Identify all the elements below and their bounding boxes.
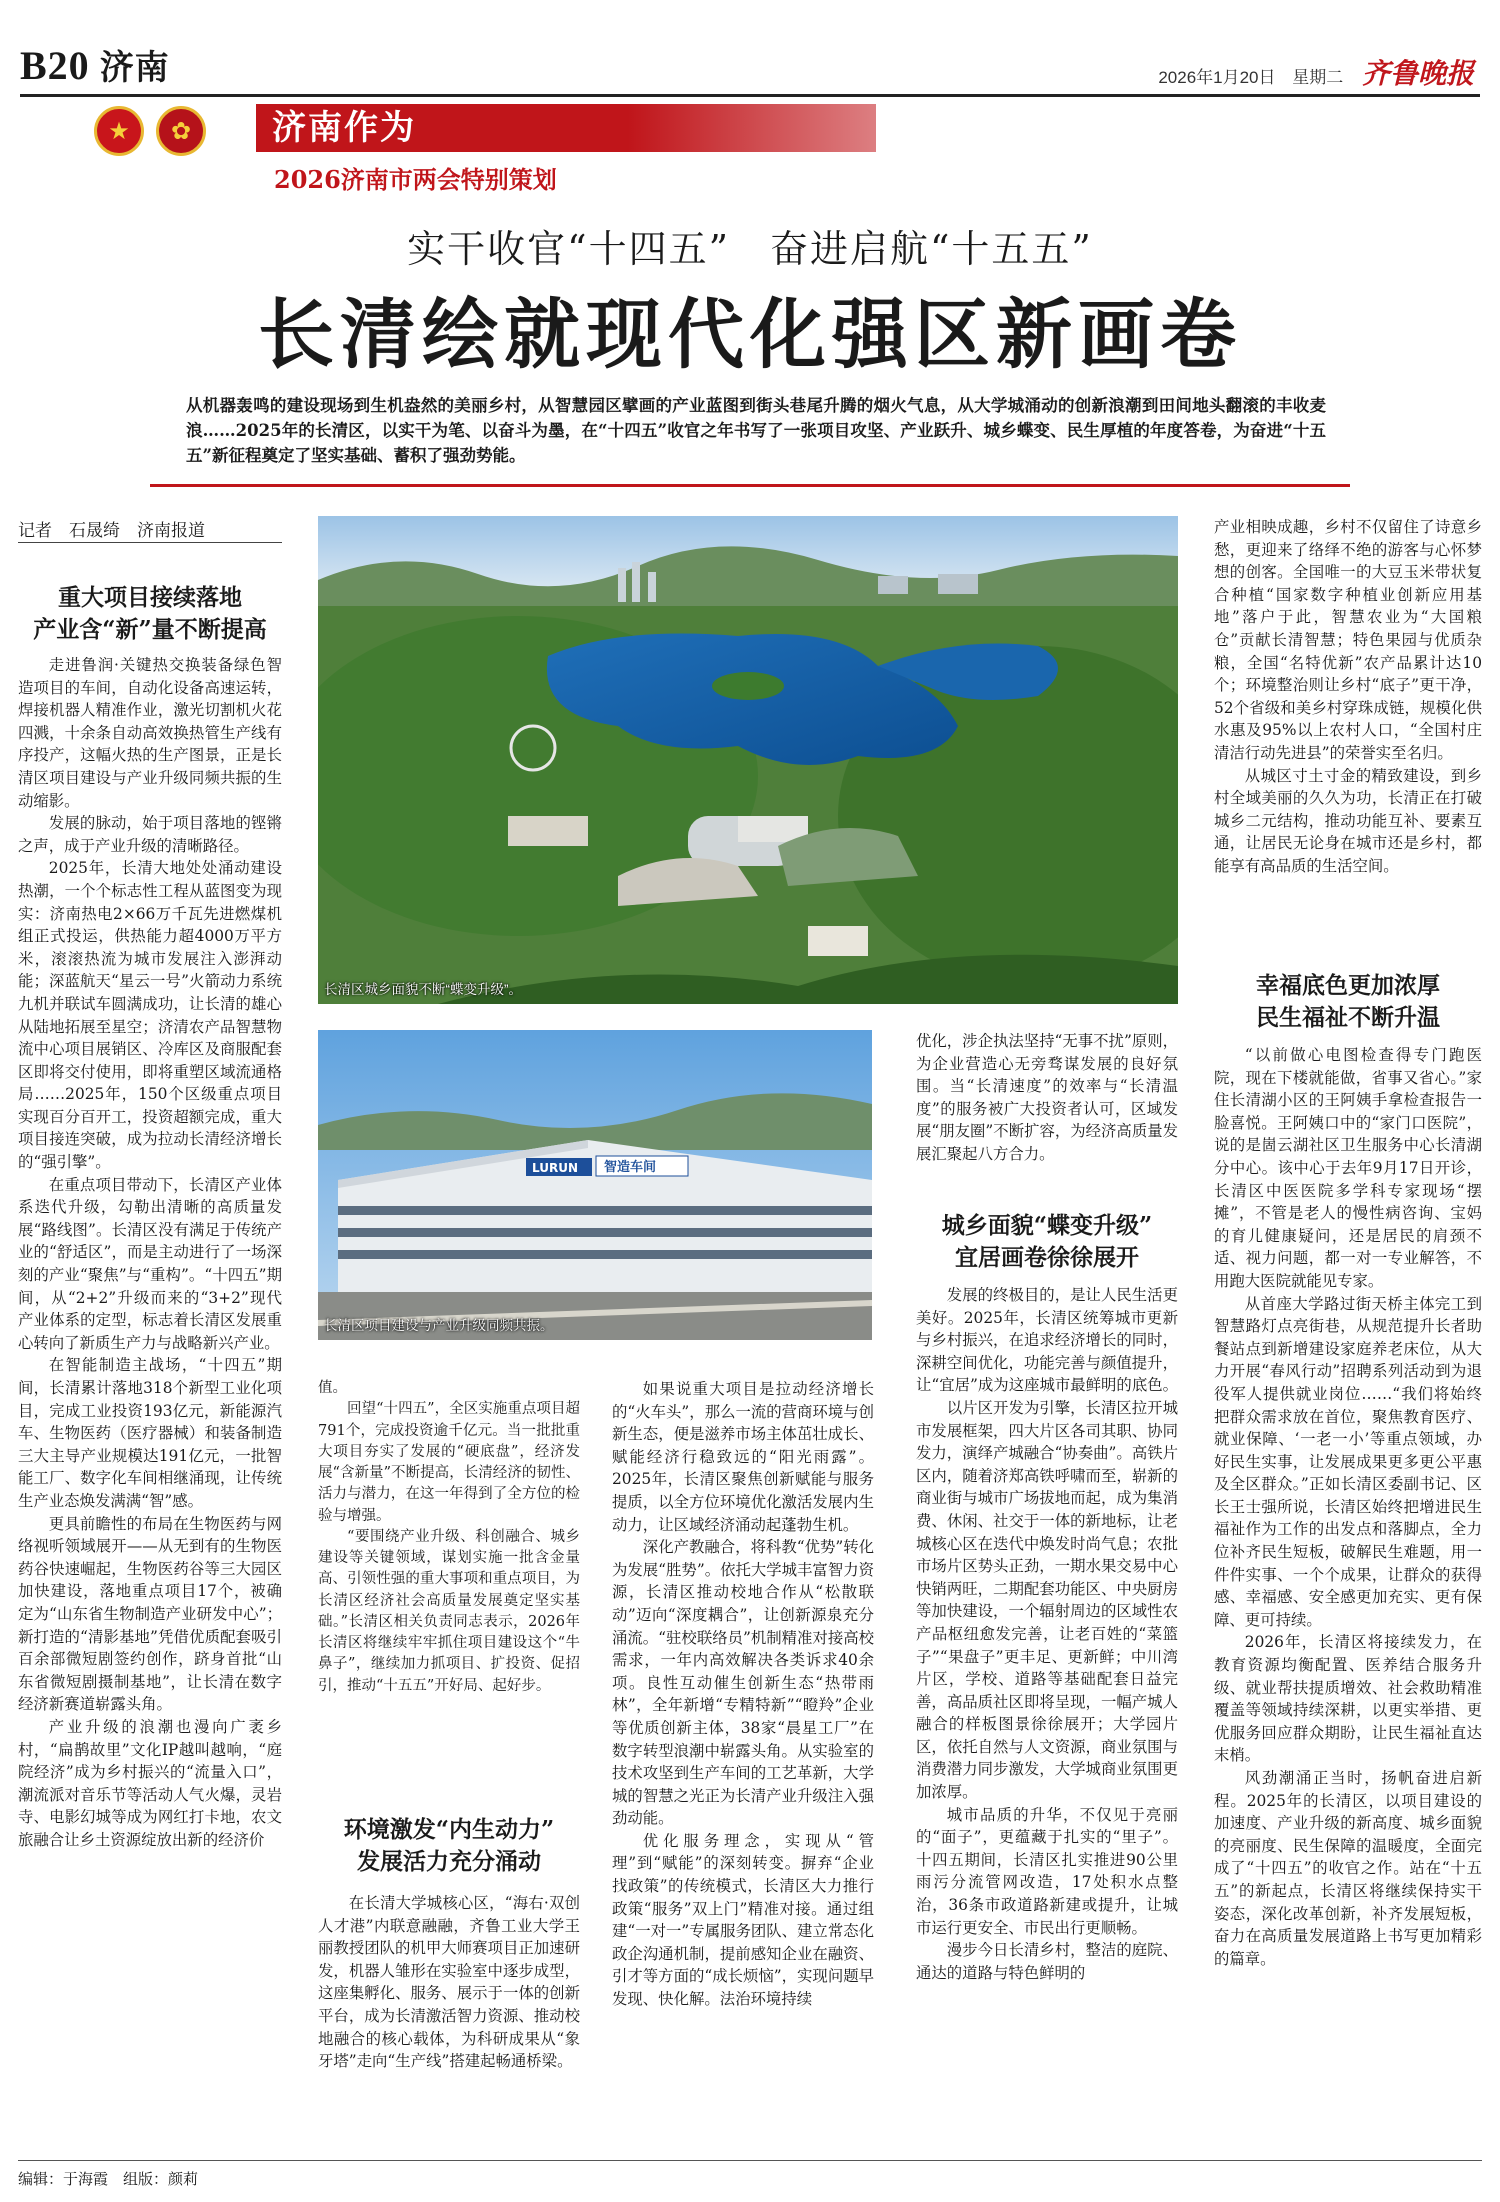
paragraph: 在智能制造主战场，“十四五”期间，长清累计落地318个新型工业化项目，完成工业投资193亿元，新能源汽车、生物医药（医疗器械）和装备制造三大主导产业规模达191亿元，一批智能工厂、数字化车间相继涌现，让传统生产业态焕发满满“智”感。 [18, 1356, 282, 1510]
column-3 [612, 1378, 874, 2138]
aerial-lake-photo [318, 516, 1178, 1004]
subheading-livelihood [1214, 970, 1482, 1034]
newspaper-brand-logo: 齐鲁晚报 [1361, 57, 1474, 90]
editor-credits: 编辑：于海霞 组版：颜莉 [18, 2171, 199, 2188]
factory-sign: 智造车间 [604, 1160, 657, 1175]
lead-divider [150, 484, 1350, 487]
paragraph: 2025年，长清大地处处涌动建设热潮，一个个标志性工程从蓝图变为现实：济南热电2×66万千瓦先进燃煤机组正式投运，供热能力超4000万平方米，滚滚热流为城市发展注入澎湃动能；深蓝航天“星云一号”火箭动力系统九机并联试车圆满成功，让长清的雄心从陆地拓展至星空；济清农产品智慧物流中心项目展销区、冷库区及商服配套区即将交付使用，即将重塑区域流通格局……2025年，150个区级重点项目实现百分百开工，投资超额完成，重大项目接连突破，成为拉动长清经济增长的“强引擎”。 [18, 859, 282, 1172]
article-headline: 长清绘就现代化强区新画卷 [258, 290, 1242, 379]
paragraph: 2026年，长清区将接续发力，在教育资源均衡配置、医养结合服务升级、就业帮扶提质增效、社会救助精准覆盖等领域持续深耕，以更实举措、更优服务回应群众期盼，让民生福祉直达末梢。 [1214, 1633, 1482, 1765]
paragraph: 值。 [318, 1380, 347, 1396]
photo-caption: 长清区项目建设与产业升级同频共振。 [324, 1318, 554, 1333]
paragraph: 从首座大学路过街天桥主体完工到智慧路灯点亮街巷，从规范提升长者助餐站点到新增建设家庭养老床位，从大力开展“春风行动”招聘系列活动到为退役军人提供就业岗位……“我们将始终把群众需求放在首位，聚焦教育医疗、就业保障、‘一老一小’等重点领域，办好民生实事，让发展成果更多更公平惠及全区群众。”正如长清区委副书记、区长王士强所说，长清区始终把增进民生福祉作为工作的出发点和落脚点，全力位补齐民生短板，破解民生难题，用一件件实事、一个个成果，让群众的获得感、幸福感、安全感更加充实、更有保障、更可持续。 [1214, 1294, 1482, 1629]
paragraph: 优化服务理念，实现从“管理”到“赋能”的深刻转变。摒弃“企业找政策”的传统模式，长清区大力推行政策“服务”双上门”精准对接。通过组建“一对一”专属服务团队、建立常态化政企沟通机制，提前感知企业在融资、引才等方面的“成长烦恼”，实现问题早发现、快化解。法治环境持续 [612, 1831, 874, 2009]
column-4-bottom [1214, 1044, 1482, 2144]
paragraph: 以片区开发为引擎，长清区拉开城市发展框架，四大片区各司其职、协同发力，演绎产城融合“协奏曲”。高铁片区内，随着济郑高铁呼啸而至，崭新的商业街与城市广场拔地而起，成为集消费、休闲、社交于一体的新地标，让老城核心区在迭代中焕发时尚气息；农批市场片区势头正劲，一期水果交易中心快销两旺，二期配套功能区、中央厨房等加快建设，一个辐射周边的区域性农产品枢纽愈发完善，让老百姓的“菜篮子”“果盘子”更丰足、更新鲜；中川湾片区，学校、道路等基础配套日益完善，高品质社区即将呈现，一幅产城人融合的样板图景徐徐展开；大学园片区，依托自然与人文资源，商业氛围与消费潜力同步激发，大学城商业氛围更加浓厚。 [916, 1398, 1178, 1802]
article-kicker: 实干收官“十四五” 奋进启航“十五五” [407, 227, 1093, 271]
paragraph: 优化，涉企执法坚持“无事不扰”原则，为企业营造心无旁骛谋发展的良好氛围。当“长清速度”的效率与“长清温度”的服务被广大投资者认可，区域发展“朋友圈”不断扩容，为经济高质量发展汇聚起八方合力。 [916, 1032, 1178, 1163]
subheading-environment [318, 1814, 580, 1878]
factory-illustration [318, 1030, 872, 1340]
subheading-line: 重大项目接续落地 产业含“新”量不断提高 [33, 584, 267, 643]
paragraph: 深化产教融合，将科教“优势”转化为发展“胜势”。依托大学城丰富智力资源，长清区推动校地合作从“松散联动”迈向“深度耦合”，让创新源泉充分涌流。“驻校联络员”机制精准对接高校需求，一年内高效解决各类诉求40余项。良性互动催生创新生态“热带雨林”，全年新增“专精特新”“瞪羚”企业等优质创新主体，38家“晨星工厂”在数字转型浪潮中崭露头角。从实验室的技术攻坚到生产车间的工艺革新，大学城的智慧之光正为长清产业升级注入强劲动能。 [612, 1538, 875, 1828]
column-3b-top [916, 1030, 1178, 1200]
issue-weekday: 星期二 [1292, 68, 1344, 87]
column-1 [18, 654, 282, 2146]
paragraph: 发展的终极目的，是让人民生活更美好。2025年，长清区统筹城市更新与乡村振兴，在追求经济增长的同时，深耕空间优化，功能完善与颜值提升，让“宜居”成为这座城市最鲜明的底色。 [916, 1286, 1178, 1395]
section-title: 济南作为 [272, 108, 416, 148]
section-city: 济南 [99, 50, 170, 87]
paragraph: 从城区寸土寸金的精致建设，到乡村全域美丽的久久为功，长清正在打破城乡二元结构，推动功能互补、要素互通，让居民无论身在城市还是乡村，都能享有高品质的生活空间。 [1214, 766, 1482, 875]
paragraph: 发展的脉动，始于项目落地的铿锵之声，成于产业升级的清晰路径。 [18, 814, 282, 855]
paragraph: 产业相映成趣，乡村不仅留住了诗意乡愁，更迎来了络绎不绝的游客与心怀梦想的创客。全国唯一的大豆玉米带状复合种植“国家数字种植业创新应用基地”落户于此，智慧农业为“大国粮仓”贡献长清智慧；特色果园与优质杂粮，全国“名特优新”农产品累计达10个；环境整治则让乡村“底子”更干净，52个省级和美乡村穿珠成链，规模化供水惠及95%以上农村人口，“全国村庄清洁行动先进县”的荣誉实至名归。 [1214, 518, 1482, 762]
cppcc-emblem-icon: ✿ [156, 106, 206, 156]
paragraph: 风劲潮涌正当时，扬帆奋进启新程。2025年的长清区，以项目建设的加速度、产业升级的新高度、城乡面貌的亮丽度、民生保障的温暖度，全面完成了“十四五”的收官之作。站在“十五五”的新起点，长清区将继续保持实干姿态，深化改革创新，补齐发展短板，奋力在高质量发展道路上书写更加精彩的篇章。 [1214, 1769, 1482, 1968]
column-2-bottom [318, 1892, 580, 2142]
article-lead: 从机器轰鸣的建设现场到生机盎然的美丽乡村，从智慧园区擘画的产业蓝图到街头巷尾升腾的烟火气息，从大学城涌动的创新浪潮到田间地头翻滚的丰收麦浪……2025年的长清区，以实干为笔、以奋斗为墨，在“十四五”收官之年书写了一张项目攻坚、产业跃升、城乡蝶变、民生厚植的年度答卷，为奋进“十五五”新征程奠定了坚实基础、蓄积了强劲势能。 [186, 396, 1326, 465]
svg-text:LURUN: LURUN [532, 1161, 578, 1175]
paragraph: 漫步今日长清乡村，整洁的庭院、通达的道路与特色鲜明的 [916, 1941, 1178, 1982]
paragraph: 更具前瞻性的布局在生物医药与网络视听领域展开——从无到有的生物医药谷快速崛起，生物医药谷等三大园区加快建设，落地重点项目17个，被确定为“山东省生物制造产业研发中心”；新打造的“清影基地”凭借优质配套吸引百余部微短剧签约创作，跻身首批“山东省微短剧摄制基地”，让长清在数字经济新赛道崭露头角。 [18, 1514, 282, 1714]
masthead-info [1158, 52, 1474, 92]
subheading-line: 环境激发“内生动力” 发展活力充分涌动 [343, 1816, 555, 1875]
page-number: B20 [20, 43, 90, 88]
paragraph: “要围绕产业升级、科创融合、城乡建设等关键领域，谋划实施一批含金量高、引领性强的重大事项和重点项目，为长清区经济社会高质量发展奠定坚实基础。”长清区相关负责同志表示，2026年长清区将继续牢牢抓住项目建设这个“牛鼻子”，继续加力抓项目、扩投资、促招引，推动“十五五”开好局、起好步。 [318, 1528, 580, 1694]
paragraph: 城市品质的升华，不仅见于亮丽的“面子”，更蕴藏于扎实的“里子”。十四五期间，长清区扎实推进90公里雨污分流管网改造，17处积水点整治，36条市政道路新建或提升，让城市运行更安全、市民出行更顺畅。 [916, 1805, 1178, 1937]
section-subtitle: 2026济南市两会特别策划 [274, 165, 557, 194]
column-3b-bottom [916, 1284, 1178, 2144]
page-code [20, 40, 170, 89]
subheading-major-projects [18, 582, 282, 646]
subheading-line: 城乡面貌“蝶变升级” 宜居画卷徐徐展开 [941, 1212, 1153, 1271]
paragraph: 走进鲁润·关键热交换装备绿色智造项目的车间，自动化设备高速运转，焊接机器人精准作业，激光切割机火花四溅，十余条自动高效换热管生产线有序投产，这幅火热的生产图景，正是长清区项目建设与产业升级同频共振的生动缩影。 [18, 656, 282, 810]
national-emblem-icon: ★ [94, 106, 144, 156]
paragraph: “以前做心电图检查得专门跑医院，现在下楼就能做，省事又省心。”家住长清湖小区的王阿姨手拿检查报告一脸喜悦。王阿姨口中的“家门口医院”，说的是崮云湖社区卫生服务中心长清湖分中心。该中心于去年9月17日开诊，长清区中医医院多学科专家现场“摆摊”，不管是老人的慢性病咨询、宝妈的育儿健康疑问，还是居民的肩颈不适、视力问题，都一对一专业解答，不用跑大医院就能见专家。 [1214, 1046, 1482, 1290]
paragraph: 回望“十四五”，全区实施重点项目超791个，完成投资逾千亿元。当一批批重大项目夯实了发展的“硬底盘”，经济发展“含新量”不断提高，长清经济的韧性、活力与潜力，在这一年得到了全方位的检验与增强。 [318, 1401, 580, 1524]
paragraph: 在长清大学城核心区，“海右·双创人才港”内联意融融，齐鲁工业大学王丽教授团队的机甲大师赛项目正加速研发，机器人雏形在实验室中逐步成型，这座集孵化、服务、展示于一体的创新平台，成为长清激活智力资源、推动校地融合的核心载体，为科研成果从“象牙塔”走向“生产线”搭建起畅通桥梁。 [318, 1894, 580, 2071]
column-4-top [1214, 516, 1482, 956]
column-2-top [318, 1378, 580, 1718]
byline: 记者 石晟绮 济南报道 [18, 521, 205, 541]
paragraph: 在重点项目带动下，长清区产业体系迭代升级，勾勒出清晰的高质量发展“路线图”。长清区没有满足于传统产业的“舒适区”，而是主动进行了一场深刻的产业“聚焦”与“重构”。“十四五”期间，从“2+2”升级而来的“3+2”现代产业体系的定型，标志着长清区发展重心转向了新质生产力与战略新兴产业。 [18, 1175, 282, 1352]
subheading-urban-rural [916, 1210, 1178, 1274]
factory-photo [318, 1030, 872, 1340]
aerial-lake-illustration [318, 516, 1178, 1004]
paragraph: 如果说重大项目是拉动经济增长的“火车头”，那么一流的营商环境与创新生态，便是滋养市场主体茁壮成长、赋能经济行稳致远的“阳光雨露”。2025年，长清区聚焦创新赋能与服务提质，以全方位环境优化激活发展内生动力，让区域经济涌动起蓬勃生机。 [612, 1380, 874, 1534]
footer-rule [18, 2160, 1482, 2161]
byline-rule [18, 542, 282, 543]
subheading-line: 幸福底色更加浓厚 民生福祉不断升温 [1256, 972, 1440, 1031]
photo-caption: 长清区城乡面貌不断“蝶变升级”。 [324, 982, 522, 997]
header-rule [20, 94, 1480, 97]
paragraph: 产业升级的浪潮也漫向广袤乡村，“扁鹊故里”文化IP越叫越响，“庭院经济”成为乡村振兴的“流量入口”，潮流派对音乐节等活动人气火爆，灵岩寺、电影幻城等成为网红打卡地，农文旅融合让乡土资源绽放出新的经济价 [18, 1717, 282, 1849]
issue-date: 2026年1月20日 [1158, 68, 1276, 87]
